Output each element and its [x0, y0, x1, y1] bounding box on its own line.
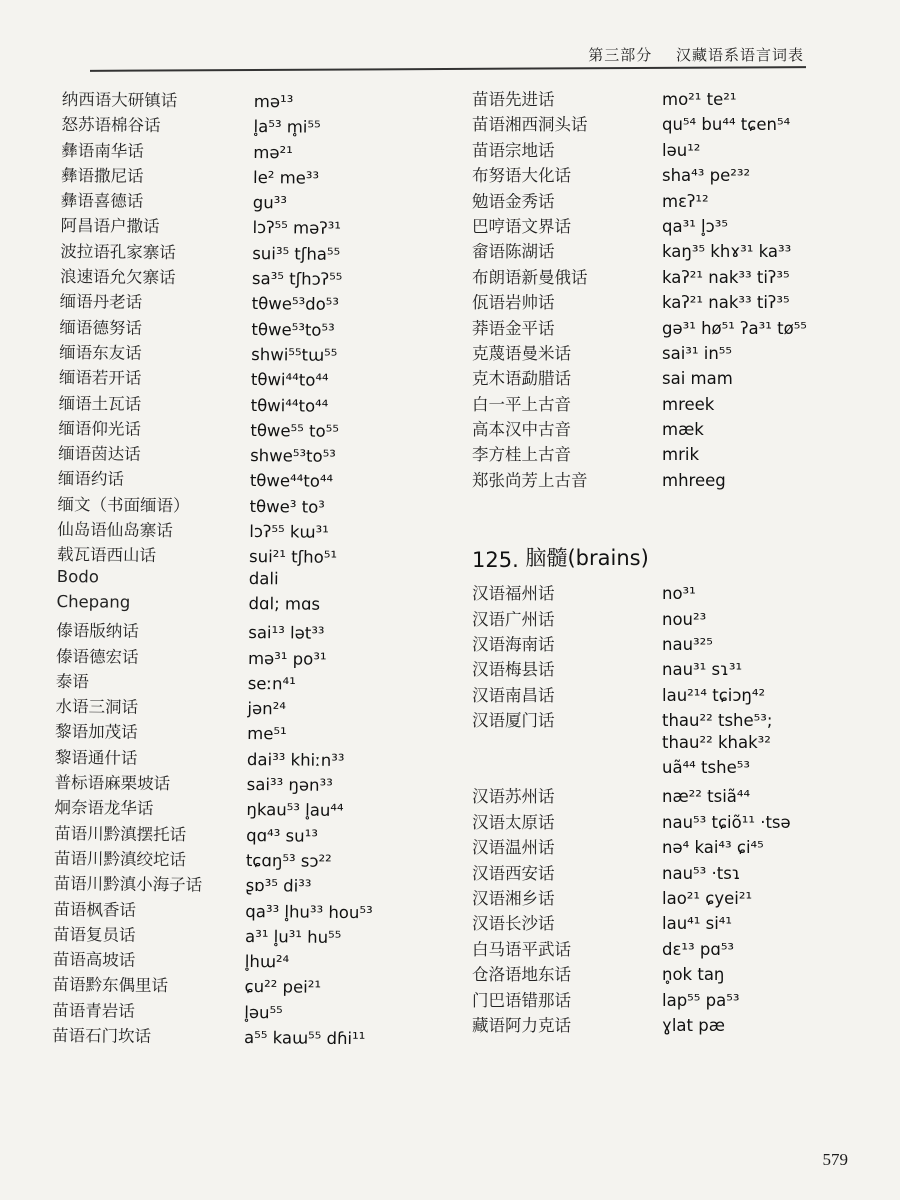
word-entry-row — [472, 758, 852, 783]
phonetic-form: tθwe⁵³to⁵³ — [251, 319, 335, 340]
phonetic-form: sai³¹ in⁵⁵ — [662, 343, 733, 363]
word-entry-row — [472, 289, 852, 314]
phonetic-form: sa³⁵ tʃhɔʔ⁵⁵ — [251, 269, 343, 290]
dialect-name: 缅语仰光话 — [58, 418, 142, 439]
header-part: 第三部分 — [588, 46, 653, 64]
dialect-name: 门巴语错那话 — [472, 990, 571, 1010]
phonetic-form: sui²¹ tʃho⁵¹ — [248, 547, 338, 568]
dialect-name: 巴哼语文界话 — [472, 216, 571, 236]
phonetic-form: dɑl; mɑs — [248, 593, 321, 614]
dialect-name: 白一平上古音 — [472, 394, 571, 414]
word-entry-row — [472, 86, 852, 111]
dialect-name: 泰语 — [55, 671, 89, 692]
dialect-name: 缅语若开话 — [58, 368, 142, 389]
phonetic-form: lau²¹⁴ tɕiɔŋ⁴² — [662, 685, 766, 705]
phonetic-form: shwi⁵⁵tɯ⁵⁵ — [251, 344, 338, 365]
phonetic-form: sai mam — [662, 369, 733, 389]
phonetic-form: mə¹³ — [253, 92, 294, 112]
word-entry-row — [472, 315, 852, 340]
phonetic-form: nau⁵³ tɕiõ¹¹ ·tsə — [662, 812, 791, 832]
phonetic-form: tθwi⁴⁴to⁴⁴ — [250, 395, 329, 416]
dialect-name: 缅文（书面缅语） — [57, 494, 190, 516]
dialect-name: 郑张尚芳上古音 — [472, 470, 588, 490]
dialect-name: Chepang — [56, 591, 131, 612]
phonetic-form: qɑ⁴³ su¹³ — [246, 825, 318, 846]
dialect-name: 布努语大化话 — [472, 166, 571, 186]
phonetic-form: kaŋ³⁵ khɤ³¹ ka³³ — [662, 242, 792, 262]
dialect-name: 黎语加茂话 — [55, 722, 138, 743]
word-entry-row — [472, 111, 852, 136]
phonetic-form: l̥a⁵³ m̥i⁵⁵ — [253, 117, 321, 138]
phonetic-form: tθwi⁴⁴to⁴⁴ — [250, 370, 329, 391]
phonetic-form: næ²² tsiã⁴⁴ — [662, 787, 751, 807]
dialect-name: 汉语福州话 — [472, 584, 555, 604]
word-entry-row — [472, 606, 852, 631]
right-column-bottom — [472, 580, 852, 1037]
phonetic-form: mæk — [662, 420, 704, 440]
dialect-name: 汉语南昌话 — [472, 685, 555, 705]
dialect-name: 畲语陈湖话 — [472, 242, 555, 262]
dialect-name: 佤语岩帅话 — [472, 293, 555, 313]
word-entry-row — [472, 783, 852, 808]
dialect-name: 苗语川黔滇摆托话 — [54, 823, 187, 844]
phonetic-form: seːn⁴¹ — [247, 673, 296, 694]
word-entry-row — [472, 834, 852, 859]
word-entry-row — [472, 682, 852, 707]
word-entry-row — [472, 733, 852, 758]
section-heading — [472, 520, 852, 580]
dialect-name: 高本汉中古音 — [472, 420, 571, 440]
phonetic-form: a³¹ l̥u³¹ hu⁵⁵ — [245, 926, 342, 947]
word-entry-row — [472, 987, 852, 1012]
dialect-name: 白马语平武话 — [472, 939, 571, 959]
word-entry-row — [472, 391, 852, 416]
phonetic-form: tθwe⁵⁵ to⁵⁵ — [250, 420, 339, 441]
dialect-name: 黎语通什话 — [54, 747, 138, 768]
left-column — [52, 86, 462, 1051]
right-column — [472, 86, 852, 1037]
phonetic-form: sui³⁵ tʃha⁵⁵ — [252, 243, 341, 264]
word-entry-row — [472, 885, 852, 910]
dialect-name: 缅语丹老话 — [59, 292, 143, 313]
phonetic-form: l̥hɯ²⁴ — [244, 952, 290, 972]
dialect-name: 缅语德努话 — [59, 317, 143, 338]
dialect-name: 浪速语允欠寨话 — [59, 267, 176, 288]
section-title: 脑髓(brains) — [525, 546, 649, 571]
dialect-name: 克木语勐腊话 — [472, 369, 571, 389]
phonetic-form: tɕɑŋ⁵³ sɔ²² — [245, 850, 332, 871]
phonetic-form: gə³¹ hø⁵¹ ʔa³¹ tø⁵⁵ — [662, 318, 807, 338]
phonetic-form: lɔʔ⁵⁵ kɯ³¹ — [249, 522, 329, 542]
dialect-name: 纳西语大研镇话 — [61, 89, 178, 111]
dialect-name: 李方桂上古音 — [472, 445, 571, 465]
dialect-name: 苗语宗地话 — [472, 140, 555, 160]
dialect-name: 克蔑语曼米话 — [472, 343, 571, 363]
word-entry-row — [472, 656, 852, 681]
phonetic-form: nə⁴ kai⁴³ ɕi⁴⁵ — [662, 838, 764, 858]
header-title: 汉藏语系语言词表 — [675, 46, 804, 64]
dialect-name: 汉语海南话 — [472, 635, 555, 655]
dialect-name: 苗语枫香话 — [53, 899, 136, 920]
dialect-name: 苗语石门坎话 — [51, 1025, 152, 1046]
phonetic-form: qa³¹ l̥ɔ³⁵ — [662, 216, 728, 236]
dialect-name: 缅语土瓦话 — [58, 393, 142, 414]
dialect-name: 汉语梅县话 — [472, 660, 555, 680]
word-entry-row — [472, 580, 852, 605]
word-entry-row — [472, 365, 852, 390]
dialect-name: 傣语版纳话 — [56, 621, 139, 642]
phonetic-form: mrik — [662, 445, 699, 465]
word-entry-row — [472, 936, 852, 961]
phonetic-form: tθwe⁵³do⁵³ — [251, 294, 340, 315]
dialect-name: Bodo — [56, 566, 99, 587]
word-entry-row — [52, 1022, 452, 1051]
phonetic-form: gu³³ — [252, 193, 288, 213]
phonetic-form: no³¹ — [662, 584, 696, 604]
word-entry-row — [472, 961, 852, 986]
dialect-name: 汉语湘乡话 — [472, 888, 555, 908]
phonetic-form: jən²⁴ — [247, 699, 287, 719]
word-entry-row — [472, 707, 852, 732]
dialect-name: 苗语复员话 — [53, 924, 136, 945]
phonetic-form: sha⁴³ pe²³² — [662, 166, 751, 186]
phonetic-form: dali — [248, 568, 279, 588]
dialect-name: 汉语太原话 — [472, 812, 555, 832]
dialect-name: 彝语喜德话 — [60, 191, 144, 212]
header-rule — [90, 66, 806, 72]
dialect-name: 彝语撒尼话 — [60, 165, 144, 186]
phonetic-form: mɛʔ¹² — [662, 191, 709, 211]
word-entry-row — [472, 238, 852, 263]
phonetic-form: le² me³³ — [252, 167, 320, 188]
phonetic-form: lao²¹ ɕyei²¹ — [662, 888, 753, 908]
dialect-name: 汉语苏州话 — [472, 787, 555, 807]
dialect-name: 汉语温州话 — [472, 838, 555, 858]
phonetic-form: nau⁵³ ·tsɿ — [662, 863, 741, 883]
phonetic-form: mə²¹ — [253, 142, 293, 163]
dialect-name: 苗语川黔滇小海子话 — [53, 874, 203, 895]
dialect-name: 阿昌语户撒话 — [60, 216, 160, 237]
phonetic-form: shwe⁵³to⁵³ — [250, 446, 336, 467]
word-entry-row — [472, 340, 852, 365]
word-entry-row — [472, 264, 852, 289]
dialect-name: 勉语金秀话 — [472, 191, 555, 211]
word-entry-row — [472, 441, 852, 466]
dialect-name: 仓洛语地东话 — [472, 965, 571, 985]
dialect-name: 波拉语孔家寨话 — [60, 241, 176, 262]
phonetic-form: ɕu²² pei²¹ — [244, 977, 322, 998]
word-entry-row — [472, 188, 852, 213]
dialect-name: 苗语川黔滇绞坨话 — [53, 848, 187, 870]
word-entry-row — [472, 416, 852, 441]
dialect-name: 汉语广州话 — [472, 609, 555, 629]
phonetic-form: mreek — [662, 394, 715, 414]
word-entry-row — [472, 213, 852, 238]
phonetic-form: ləu¹² — [662, 140, 701, 160]
phonetic-form: thau²² tshe⁵³; — [662, 711, 773, 731]
dialect-name: 怒苏语棉谷话 — [61, 115, 161, 136]
dialect-name: 彝语南华话 — [61, 140, 144, 161]
dialect-name: 炯奈语龙华话 — [54, 798, 154, 819]
dialect-name: 仙岛语仙岛寨话 — [57, 520, 173, 541]
phonetic-form: tθwe⁴⁴to⁴⁴ — [249, 471, 334, 492]
word-entry-row — [472, 1012, 852, 1037]
page-number: 579 — [822, 1150, 848, 1169]
dialect-name: 普标语麻栗坡话 — [54, 772, 171, 794]
phonetic-form: nau³²⁵ — [662, 635, 713, 655]
phonetic-form: kaʔ²¹ nak³³ tiʔ³⁵ — [662, 293, 790, 313]
section-number: 125. — [472, 548, 519, 573]
running-header — [570, 44, 804, 65]
dialect-name: 苗语高坡话 — [52, 950, 136, 970]
dialect-name: 汉语西安话 — [472, 863, 555, 883]
phonetic-form: a⁵⁵ kaɯ⁵⁵ dɦi¹¹ — [243, 1027, 366, 1049]
phonetic-form: ʂɒ³⁵ di³³ — [245, 876, 312, 896]
phonetic-form: nau³¹ sɿ³¹ — [662, 660, 743, 680]
dialect-name: 载瓦语西山话 — [56, 545, 157, 566]
dialect-name: 汉语长沙话 — [472, 914, 555, 934]
phonetic-form: sai³³ ŋən³³ — [246, 774, 333, 795]
dialect-name: 藏语阿力克话 — [472, 1015, 571, 1035]
phonetic-form: me⁵¹ — [247, 724, 287, 744]
phonetic-form: mo²¹ te²¹ — [662, 90, 737, 109]
dialect-name: 苗语黔东偶里话 — [52, 975, 169, 996]
phonetic-form: thau²² khak³² — [662, 732, 771, 752]
dialect-name: 傣语德宏话 — [55, 646, 139, 667]
phonetic-form: lau⁴¹ si⁴¹ — [662, 914, 733, 934]
phonetic-form: ŋkau⁵³ l̥au⁴⁴ — [246, 800, 344, 821]
dialect-name: 水语三洞话 — [55, 697, 139, 717]
phonetic-form: ɣlat pæ — [662, 1015, 725, 1035]
word-entry-row — [472, 137, 852, 162]
phonetic-form: l̥əu⁵⁵ — [244, 1002, 283, 1023]
phonetic-form: kaʔ²¹ nak³³ tiʔ³⁵ — [662, 267, 790, 287]
dialect-name: 苗语湘西洞头话 — [472, 115, 588, 135]
phonetic-form: nou²³ — [662, 609, 707, 629]
dialect-name: 苗语先进话 — [472, 90, 555, 109]
phonetic-form: n̥ok taŋ — [662, 965, 725, 985]
dialect-name: 缅语茵达话 — [58, 444, 141, 464]
phonetic-form: dɛ¹³ pɑ⁵³ — [662, 939, 735, 959]
phonetic-form: mhreeg — [662, 470, 726, 490]
phonetic-form: dai³³ khiːn³³ — [246, 749, 345, 770]
word-entry-row — [472, 631, 852, 656]
phonetic-form: qa³³ l̥hu³³ hou⁵³ — [245, 901, 373, 922]
dialect-name: 布朗语新曼俄话 — [472, 267, 588, 287]
phonetic-form: mə³¹ po³¹ — [247, 648, 327, 669]
phonetic-form: uã⁴⁴ tshe⁵³ — [662, 757, 750, 777]
right-column-top — [472, 86, 852, 492]
phonetic-form: qu⁵⁴ bu⁴⁴ tɕen⁵⁴ — [662, 115, 791, 135]
dialect-name: 缅语东友话 — [59, 342, 142, 363]
word-entry-row — [472, 809, 852, 834]
dialect-name: 汉语厦门话 — [472, 711, 555, 731]
phonetic-form: tθwe³ to³ — [249, 496, 325, 517]
phonetic-form: lap⁵⁵ pa⁵³ — [662, 990, 740, 1010]
dialect-name: 莽语金平话 — [472, 318, 555, 338]
word-entry-row — [472, 162, 852, 187]
dialect-name: 苗语青岩话 — [52, 1000, 135, 1021]
dialect-name: 缅语约话 — [57, 469, 124, 490]
phonetic-form: sai¹³ lət³³ — [248, 623, 325, 644]
phonetic-form: lɔʔ⁵⁵ məʔ³¹ — [252, 218, 342, 239]
word-entry-row — [472, 860, 852, 885]
word-entry-row — [472, 910, 852, 935]
word-entry-row — [472, 467, 852, 492]
